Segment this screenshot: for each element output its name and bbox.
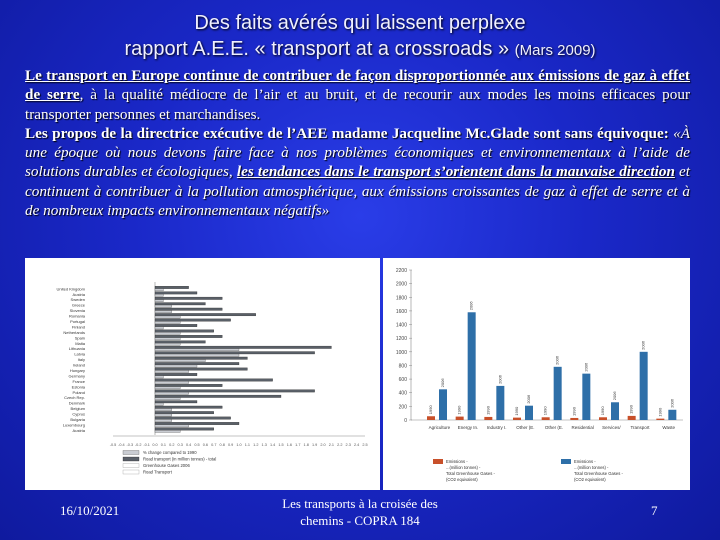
bar-change-1990 bbox=[155, 392, 189, 394]
x-tick-label: 2.1 bbox=[328, 443, 335, 447]
bar-top-label: 2006 bbox=[612, 391, 617, 401]
bar-1990 bbox=[456, 417, 464, 420]
bar-road-transport bbox=[155, 406, 222, 408]
bar-change-1990 bbox=[155, 354, 239, 356]
title-date: (Mars 2009) bbox=[514, 42, 596, 59]
bar-road-transport bbox=[155, 352, 315, 354]
y-tick-label: 400 bbox=[398, 390, 407, 397]
category-label: Austria bbox=[72, 427, 85, 433]
left-chart-svg bbox=[25, 258, 380, 490]
x-tick-label: 1.1 bbox=[244, 443, 251, 447]
x-tick-label: -0.1 bbox=[143, 443, 150, 447]
legend-label: Emissions - bbox=[574, 459, 596, 464]
category-label: Waste bbox=[662, 425, 675, 430]
bar-1990 bbox=[484, 417, 492, 420]
bar-change-1990 bbox=[155, 414, 172, 416]
category-label: Hungary bbox=[69, 368, 85, 374]
category-label: Spain bbox=[74, 335, 85, 341]
bar-2006 bbox=[468, 312, 476, 420]
x-tick-label: 2.0 bbox=[320, 443, 326, 447]
legend-swatch bbox=[433, 459, 443, 464]
x-tick-label: 1.8 bbox=[303, 443, 309, 447]
bar-2006 bbox=[525, 406, 533, 420]
x-tick-label: 2.4 bbox=[353, 443, 360, 447]
legend-swatch bbox=[123, 457, 139, 461]
bar-road-transport bbox=[155, 368, 247, 370]
y-tick-label: 2000 bbox=[395, 281, 407, 288]
category-label: Portugal bbox=[70, 319, 85, 325]
x-tick-label: -0.2 bbox=[134, 443, 142, 447]
bar-road-transport bbox=[155, 379, 273, 381]
bar-road-transport bbox=[155, 341, 205, 343]
legend-swatch bbox=[123, 470, 139, 474]
bar-top-label: 2006 bbox=[440, 378, 445, 388]
category-label: Romania bbox=[68, 313, 85, 319]
y-tick-label: 1000 bbox=[395, 349, 407, 356]
bar-top-label: 1990 bbox=[600, 406, 605, 416]
x-tick-label: 0.3 bbox=[177, 443, 183, 447]
bar-change-1990 bbox=[155, 365, 197, 367]
title-line-2 bbox=[20, 36, 700, 64]
legend-label: Emissions - bbox=[446, 459, 468, 464]
bar-change-1990 bbox=[155, 387, 180, 389]
footer-page-number: 7 bbox=[651, 503, 658, 518]
category-label: Latvia bbox=[74, 351, 85, 357]
x-tick-label: 2.5 bbox=[362, 443, 368, 447]
x-tick-label: 0.2 bbox=[169, 443, 175, 447]
x-tick-label: 0.0 bbox=[152, 443, 158, 447]
footer-center bbox=[260, 495, 460, 529]
x-tick-label: -0.4 bbox=[118, 443, 125, 447]
bar-top-label: 2006 bbox=[669, 398, 675, 408]
legend-swatch bbox=[123, 451, 139, 455]
bar-change-1990 bbox=[155, 321, 180, 323]
category-label: Sweden bbox=[70, 297, 85, 303]
bar-road-transport bbox=[155, 297, 222, 299]
p2-quote-b: et continuent à contribuer à la pollution atmosphérique, aux émissions croissantes de gaz à effet de serre et à de nombreux impacts environnementaux négatifs» bbox=[25, 163, 690, 220]
bar-change-1990 bbox=[155, 376, 163, 378]
x-tick-label: 0.8 bbox=[219, 443, 225, 447]
footer-center-line-2: chemins - COPRA 184 bbox=[300, 513, 420, 528]
bar-1990 bbox=[599, 417, 607, 420]
x-tick-label: 2.3 bbox=[345, 443, 351, 447]
bar-2006 bbox=[582, 374, 590, 420]
bar-road-transport bbox=[155, 384, 222, 386]
bar-road-transport bbox=[155, 346, 331, 348]
category-label: Transport bbox=[630, 425, 650, 430]
title-line-2-text: rapport A.E.E. « transport at a crossroads » bbox=[124, 38, 510, 60]
category-label: Ireland bbox=[72, 362, 85, 368]
category-label: Services/ bbox=[602, 425, 621, 430]
x-tick-label: 1.9 bbox=[311, 443, 318, 447]
bar-change-1990 bbox=[155, 338, 180, 340]
bar-road-transport bbox=[155, 324, 197, 326]
x-tick-label: 1.2 bbox=[253, 443, 259, 447]
bar-road-transport bbox=[155, 362, 239, 364]
bar-change-1990 bbox=[155, 419, 172, 421]
p2-quote-underlined: les tendances dans le transport s’orientent dans la mauvaise direction bbox=[236, 163, 675, 181]
y-tick-label: 800 bbox=[398, 363, 407, 370]
x-tick-label: 0.4 bbox=[185, 443, 192, 447]
legend-label: Total Greenhouse Gases - bbox=[574, 471, 623, 476]
bar-change-1990 bbox=[155, 316, 180, 318]
x-tick-label: 1.3 bbox=[261, 443, 267, 447]
x-tick-label: 0.6 bbox=[202, 443, 209, 447]
category-label: Denmark bbox=[68, 400, 85, 406]
category-label: Luxembourg bbox=[62, 422, 85, 428]
y-tick-label: 0 bbox=[404, 418, 407, 424]
legend-label: ...(million tonnes) - bbox=[446, 465, 481, 470]
bar-top-label: 1990 bbox=[456, 405, 462, 415]
category-label: Czech Rep. bbox=[64, 395, 85, 401]
bar-top-label: 1990 bbox=[571, 407, 577, 416]
paragraph-2 bbox=[25, 124, 690, 220]
legend-label: ...(million tonnes) - bbox=[574, 465, 609, 470]
bar-top-label: 1990 bbox=[485, 406, 491, 415]
bar-change-1990 bbox=[155, 398, 180, 400]
p2-quote-a: «À une époque où nous devons faire face à nos problèmes économiques et environnementaux à l’aide de solutions durables et écologiques, bbox=[25, 124, 690, 181]
bar-change-1990 bbox=[155, 332, 180, 334]
category-label: Residential bbox=[571, 425, 594, 430]
x-tick-label: 1.0 bbox=[236, 443, 242, 447]
bar-road-transport bbox=[155, 428, 214, 430]
legend-label: Road Transport bbox=[143, 469, 172, 475]
category-label: Bulgaria bbox=[70, 417, 85, 423]
bar-change-1990 bbox=[155, 305, 172, 307]
p2-intro: Les propos de la directrice exécutive de l’AEE madame Jacqueline Mc.Glade sont sans équivoque: bbox=[25, 124, 674, 142]
slide-body bbox=[25, 66, 690, 220]
footer-center-line-1: Les transports à la croisée des bbox=[282, 496, 438, 511]
bar-2006 bbox=[554, 367, 562, 420]
x-tick-label: 1.4 bbox=[269, 443, 276, 447]
legend-label: % change compared to 1990 bbox=[143, 450, 197, 455]
category-label: Poland bbox=[72, 389, 85, 395]
category-label: Netherlands bbox=[63, 329, 85, 335]
bar-change-1990 bbox=[155, 425, 189, 427]
bar-road-transport bbox=[155, 357, 247, 359]
bar-change-1990 bbox=[155, 300, 163, 302]
bar-change-1990 bbox=[155, 294, 163, 296]
legend-label: Total Greenhouse Gases - bbox=[446, 471, 495, 476]
bar-top-label: 1990 bbox=[628, 405, 634, 414]
y-tick-label: 200 bbox=[398, 404, 407, 411]
bar-1990 bbox=[513, 418, 521, 420]
bar-road-transport bbox=[155, 335, 222, 337]
title-line-1: Des faits avérés qui laissent perplexe bbox=[194, 12, 526, 34]
bar-change-1990 bbox=[155, 289, 163, 291]
bar-change-1990 bbox=[155, 370, 189, 372]
bar-road-transport bbox=[155, 303, 205, 305]
legend-swatch bbox=[123, 464, 139, 468]
bar-1990 bbox=[570, 418, 578, 420]
x-tick-label: 0.5 bbox=[194, 443, 200, 447]
bar-road-transport bbox=[155, 286, 189, 288]
bar-change-1990 bbox=[155, 311, 172, 313]
category-label: Industry I. bbox=[486, 425, 507, 430]
bar-1990 bbox=[427, 416, 435, 420]
x-tick-label: 0.7 bbox=[211, 443, 217, 447]
category-label: Malta bbox=[75, 340, 85, 346]
category-label: Austria bbox=[72, 291, 85, 297]
category-label: Other (E. bbox=[544, 425, 564, 430]
bar-top-label: 2006 bbox=[497, 375, 503, 384]
bar-change-1990 bbox=[155, 327, 163, 329]
x-tick-label: -0.3 bbox=[126, 443, 134, 447]
bar-change-1990 bbox=[155, 343, 180, 345]
bar-top-label: 2006 bbox=[468, 301, 474, 311]
bar-top-label: 1990 bbox=[542, 406, 548, 416]
legend-label: (CO2 equivalent) bbox=[574, 477, 606, 482]
bar-change-1990 bbox=[155, 430, 180, 432]
bar-top-label: 2006 bbox=[640, 340, 646, 350]
category-label: United Kingdom bbox=[56, 286, 85, 292]
bar-change-1990 bbox=[155, 403, 163, 405]
category-label: Energy In. bbox=[457, 425, 479, 430]
category-label: Greece bbox=[71, 302, 85, 308]
y-tick-label: 1400 bbox=[395, 322, 407, 329]
bar-road-transport bbox=[155, 330, 214, 332]
bar-top-label: 1990 bbox=[428, 405, 433, 415]
category-label: Belgium bbox=[70, 406, 85, 412]
slide-title bbox=[20, 10, 700, 64]
bar-road-transport bbox=[155, 292, 197, 294]
bar-road-transport bbox=[155, 319, 231, 321]
bar-1990 bbox=[656, 419, 664, 420]
y-tick-label: 600 bbox=[398, 377, 407, 384]
bar-2006 bbox=[496, 386, 504, 420]
bar-change-1990 bbox=[155, 381, 189, 383]
x-tick-label: 1.5 bbox=[278, 443, 284, 447]
legend-label: Greenhouse Gases 2006 bbox=[143, 463, 190, 468]
bar-road-transport bbox=[155, 411, 214, 413]
x-tick-label: 0.1 bbox=[160, 443, 167, 447]
y-tick-label: 1800 bbox=[395, 295, 407, 302]
x-tick-label: 1.6 bbox=[286, 443, 293, 447]
bar-road-transport bbox=[155, 308, 222, 310]
paragraph-1 bbox=[25, 66, 690, 124]
category-label: Finland bbox=[71, 324, 85, 330]
bar-2006 bbox=[668, 410, 676, 420]
bar-road-transport bbox=[155, 395, 281, 397]
bar-top-label: 1990 bbox=[514, 406, 519, 416]
legend-label: Road transport (in million tonnes) - total bbox=[143, 456, 217, 462]
bar-2006 bbox=[439, 389, 447, 420]
bar-top-label: 2006 bbox=[526, 394, 531, 404]
bar-1990 bbox=[542, 417, 550, 420]
bar-change-1990 bbox=[155, 349, 239, 351]
bar-2006 bbox=[640, 352, 648, 420]
bar-top-label: 1990 bbox=[657, 407, 663, 417]
p1-underlined: Le transport en Europe continue de contribuer de façon disproportionnée aux émissions de gaz à effet de serre bbox=[25, 67, 690, 104]
bar-top-label: 2006 bbox=[583, 362, 589, 372]
category-label: Other (E. bbox=[516, 425, 535, 430]
legend-swatch bbox=[561, 459, 571, 464]
category-label: Cyprus bbox=[72, 411, 85, 417]
bar-road-transport bbox=[155, 422, 239, 424]
bar-change-1990 bbox=[155, 409, 172, 411]
y-tick-label: 1600 bbox=[395, 308, 407, 315]
right-chart bbox=[383, 258, 690, 490]
bar-1990 bbox=[628, 416, 636, 420]
bar-road-transport bbox=[155, 313, 256, 315]
x-tick-label: 2.2 bbox=[337, 443, 343, 447]
category-label: Slovenia bbox=[69, 308, 85, 314]
right-chart-svg bbox=[383, 258, 690, 490]
category-label: Lithuania bbox=[68, 346, 85, 352]
y-tick-label: 1200 bbox=[395, 336, 407, 343]
category-label: Estonia bbox=[71, 384, 85, 390]
x-tick-label: 1.7 bbox=[295, 443, 301, 447]
category-label: France bbox=[72, 378, 85, 384]
x-tick-label: 0.9 bbox=[227, 443, 234, 447]
category-label: Italy bbox=[77, 357, 85, 363]
left-chart bbox=[25, 258, 380, 490]
bar-road-transport bbox=[155, 390, 315, 392]
category-label: Agriculture bbox=[428, 425, 451, 430]
legend-label: (CO2 equivalent) bbox=[446, 477, 478, 482]
footer-date: 16/10/2021 bbox=[60, 503, 120, 518]
x-tick-label: -0.5 bbox=[109, 443, 117, 447]
bar-road-transport bbox=[155, 373, 197, 375]
bar-road-transport bbox=[155, 401, 197, 403]
category-label: Germany bbox=[68, 373, 85, 379]
bar-change-1990 bbox=[155, 360, 205, 362]
bar-2006 bbox=[611, 402, 619, 420]
bar-top-label: 2006 bbox=[554, 355, 560, 365]
bar-road-transport bbox=[155, 417, 231, 419]
y-tick-label: 2200 bbox=[395, 268, 407, 274]
p1-rest: , à la qualité médiocre de l’air et au bruit, et de recourir aux modes les moins efficaces pour transporter personnes et marchandises. bbox=[25, 86, 690, 123]
